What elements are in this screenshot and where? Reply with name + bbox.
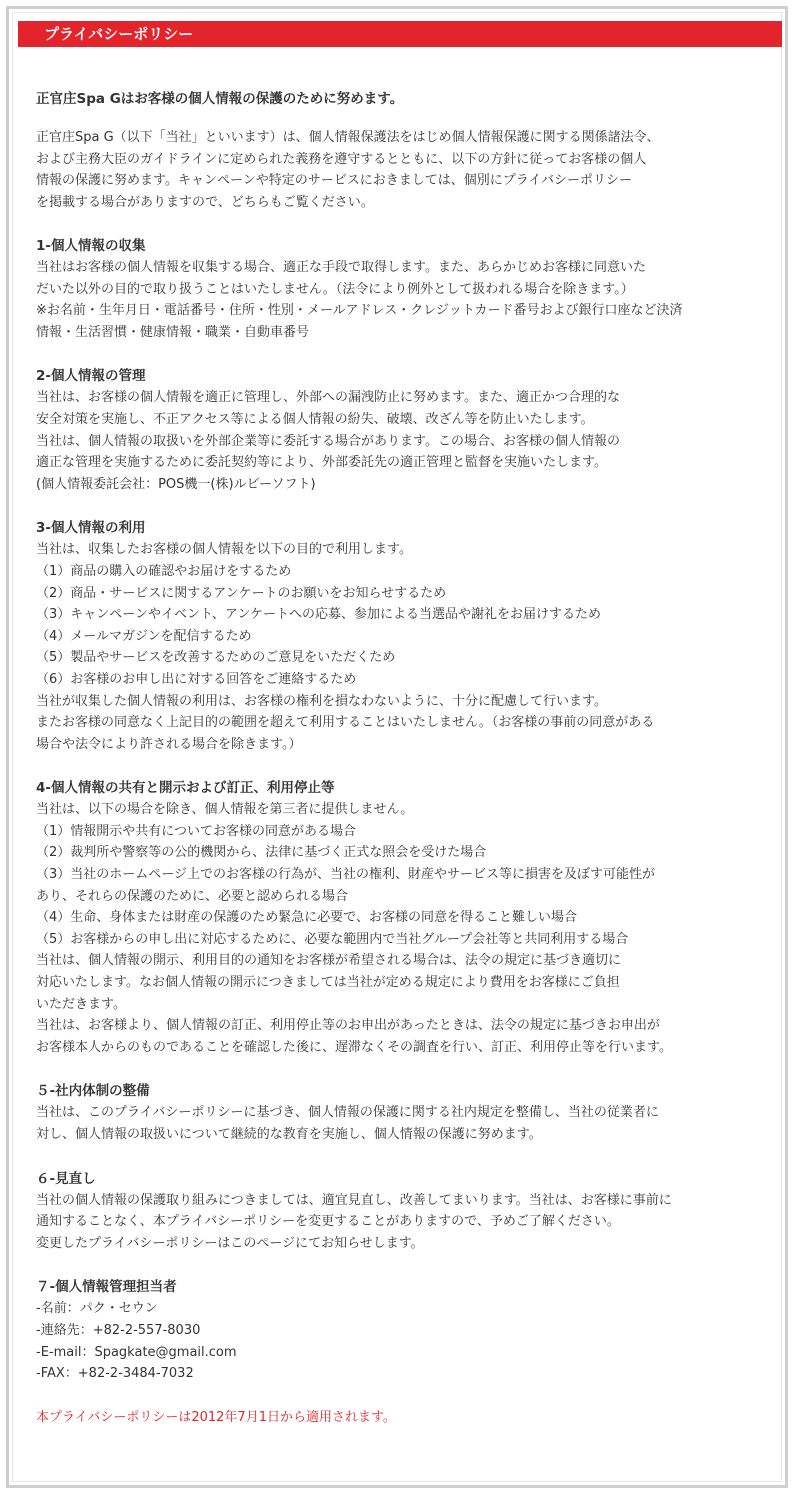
section-line: 当社は、お客様より、個人情報の訂正、利用停止等のお申出があったときは、法令の規定に基づきお申出が [36, 1018, 660, 1034]
section-line: （4）生命、身体または財産の保護のため緊急に必要で、お客様の同意を得ること難しい場合 [36, 910, 578, 926]
section-line: 安全対策を実施し、不正アクセス等による個人情報の紛失、破壊、改ざん等を防止いたします。 [36, 411, 594, 427]
section-line: お客様本人からのものであることを確認した後に、遅滞なくその調査を行い、訂正、利用停止等を行います。 [36, 1039, 672, 1055]
section-heading: 3-個人情報の利用 [36, 520, 146, 537]
section-body [36, 387, 768, 495]
section-line: （5）お客様からの申し出に対応するために、必要な範囲内で当社グループ会社等と共同利用する場合 [36, 931, 629, 947]
section-line: 当社が収集した個人情報の利用は、お客様の権利を損なわないように、十分に配慮して行います。 [36, 693, 607, 709]
intro-line: および主務大臣のガイドラインに定められた義務を遵守するとともに、以下の方針に従ってお客様の個人 [36, 151, 647, 167]
policy-sections [36, 235, 768, 1385]
title-bar [18, 21, 782, 47]
section-line: （2）商品・サービスに関するアンケートのお願いをお知らせするため [36, 585, 447, 601]
policy-section [36, 1080, 768, 1145]
section-heading: ５-社内体制の整備 [36, 1083, 150, 1100]
section-line: 当社の個人情報の保護取り組みにつきましては、適宜見直し、改善してまいります。当社は、お客様に事前に [36, 1192, 672, 1208]
section-line: （5）製品やサービスを改善するためのご意見をいただくため [36, 650, 396, 666]
section-line: （1）情報開示や共有についてお客様の同意がある場合 [36, 823, 357, 839]
section-line: 対応いたします。なお個人情報の開示につきましては当社が定める規定により費用をお客様にご負担 [36, 975, 620, 991]
section-line: 当社は、個人情報の取扱いを外部企業等に委託する場合があります。この場合、お客様の個人情報の [36, 433, 620, 449]
section-line: -連絡先：+82-2-557-8030 [36, 1322, 201, 1338]
section-line: 適正な管理を実施するために委託契約等により、外部委託先の適正管理と監督を実施いたします。 [36, 455, 607, 471]
policy-content [36, 88, 768, 1429]
section-line: （6）お客様のお申し出に対する回答をご連絡するため [36, 671, 357, 687]
section-line: （3）キャンペーンやイベント、アンケートへの応募、参加による当選品や謝礼をお届けするため [36, 607, 602, 623]
section-line: あり、それらの保護のために、必要と認められる場合 [36, 888, 349, 904]
page-title: プライバシーポリシー [44, 25, 194, 43]
effective-date-note: 本プライバシーポリシーは2012年7月1日から適用されます。 [36, 1409, 396, 1425]
section-line: （4）メールマガジンを配信するため [36, 628, 252, 644]
section-body [36, 1190, 768, 1255]
lead-statement: 正官庄Spa Gはお客様の個人情報の保護のために努めます。 [36, 91, 404, 107]
section-line: 当社は、以下の場合を除き、個人情報を第三者に提供しません。 [36, 802, 414, 818]
section-line: （1）商品の購入の確認やお届けをするため [36, 563, 292, 579]
section-line: 場合や法令により許される場合を除きます。） [36, 736, 302, 752]
section-line: ※お名前・生年月日・電話番号・住所・性別・メールアドレス・クレジットカード番号および銀行口座など決済 [36, 303, 683, 319]
section-line: 当社はお客様の個人情報を収集する場合、適正な手段で取得します。また、あらかじめお客様に同意いた [36, 260, 646, 275]
section-body [36, 1298, 768, 1384]
section-body [36, 539, 768, 755]
section-line: 通知することなく、本プライバシーポリシーを変更することがありますので、予めご了解ください。 [36, 1214, 620, 1230]
section-line: -FAX：+82-2-3484-7032 [36, 1366, 194, 1382]
policy-section [36, 365, 768, 495]
section-heading: ６-見直し [36, 1170, 96, 1187]
intro-line: を掲載する場合がありますので、どちらもご覧ください。 [36, 194, 374, 210]
section-body [36, 257, 768, 343]
section-line: （2）裁判所や警察等の公的機関から、法律に基づく正式な照会を受けた場合 [36, 845, 487, 861]
policy-section [36, 1168, 768, 1255]
policy-section [36, 517, 768, 755]
intro-line: 正官庄Spa G（以下「当社」といいます）は、個人情報保護法をはじめ個人情報保護に関する関係諸法令、 [36, 130, 660, 145]
section-line: 当社は、個人情報の開示、利用目的の通知をお客様が希望される場合は、法令の規定に基づき適切に [36, 953, 622, 969]
section-line: 変更したプライバシーポリシーはこのページにてお知らせします。 [36, 1235, 424, 1251]
section-line: -名前：パク・セウン [36, 1301, 158, 1317]
policy-section [36, 777, 768, 1058]
section-line: 当社は、収集したお客様の個人情報を以下の目的で利用します。 [36, 542, 412, 558]
section-line: 当社は、このプライバシーポリシーに基づき、個人情報の保護に関する社内規定を整備し、当社の従業者に [36, 1105, 659, 1121]
intro-paragraph [36, 127, 768, 213]
policy-section [36, 1276, 768, 1384]
policy-section [36, 235, 768, 343]
section-heading: ７-個人情報管理担当者 [36, 1279, 177, 1296]
section-line: 対し、個人情報の取扱いについて継続的な教育を実施し、個人情報の保護に努めます。 [36, 1127, 542, 1142]
section-line: またお客様の同意なく上記目的の範囲を超えて利用することはいたしません。（お客様の事前の同意がある [36, 715, 655, 731]
section-line: 当社は、お客様の個人情報を適正に管理し、外部への漏洩防止に努めます。また、適正かつ合理的な [36, 390, 620, 406]
section-line: いただきます。 [36, 996, 126, 1012]
section-line: (個人情報委託会社：POS機一(株)ルビーソフト) [36, 476, 316, 492]
section-heading: 1-個人情報の収集 [36, 238, 146, 254]
section-line: 情報・生活習慣・健康情報・職業・自動車番号 [36, 324, 310, 340]
section-line: だいた以外の目的で取り扱うことはいたしません。（法令により例外として扱われる場合を除きます。） [36, 281, 634, 297]
section-line: -E-mail：Spagkate@gmail.com [36, 1344, 237, 1360]
section-body [36, 799, 768, 1058]
section-heading: 2-個人情報の管理 [36, 368, 146, 385]
section-body [36, 1102, 768, 1145]
intro-line: 情報の保護に努めます。キャンペーンや特定のサービスにおきましては、個別にプライバシーポリシー [36, 173, 633, 188]
section-heading: 4-個人情報の共有と開示および訂正、利用停止等 [36, 780, 335, 797]
section-line: （3）当社のホームページ上でのお客様の行為が、当社の権利、財産やサービス等に損害を及ぼす可能性が [36, 867, 656, 883]
